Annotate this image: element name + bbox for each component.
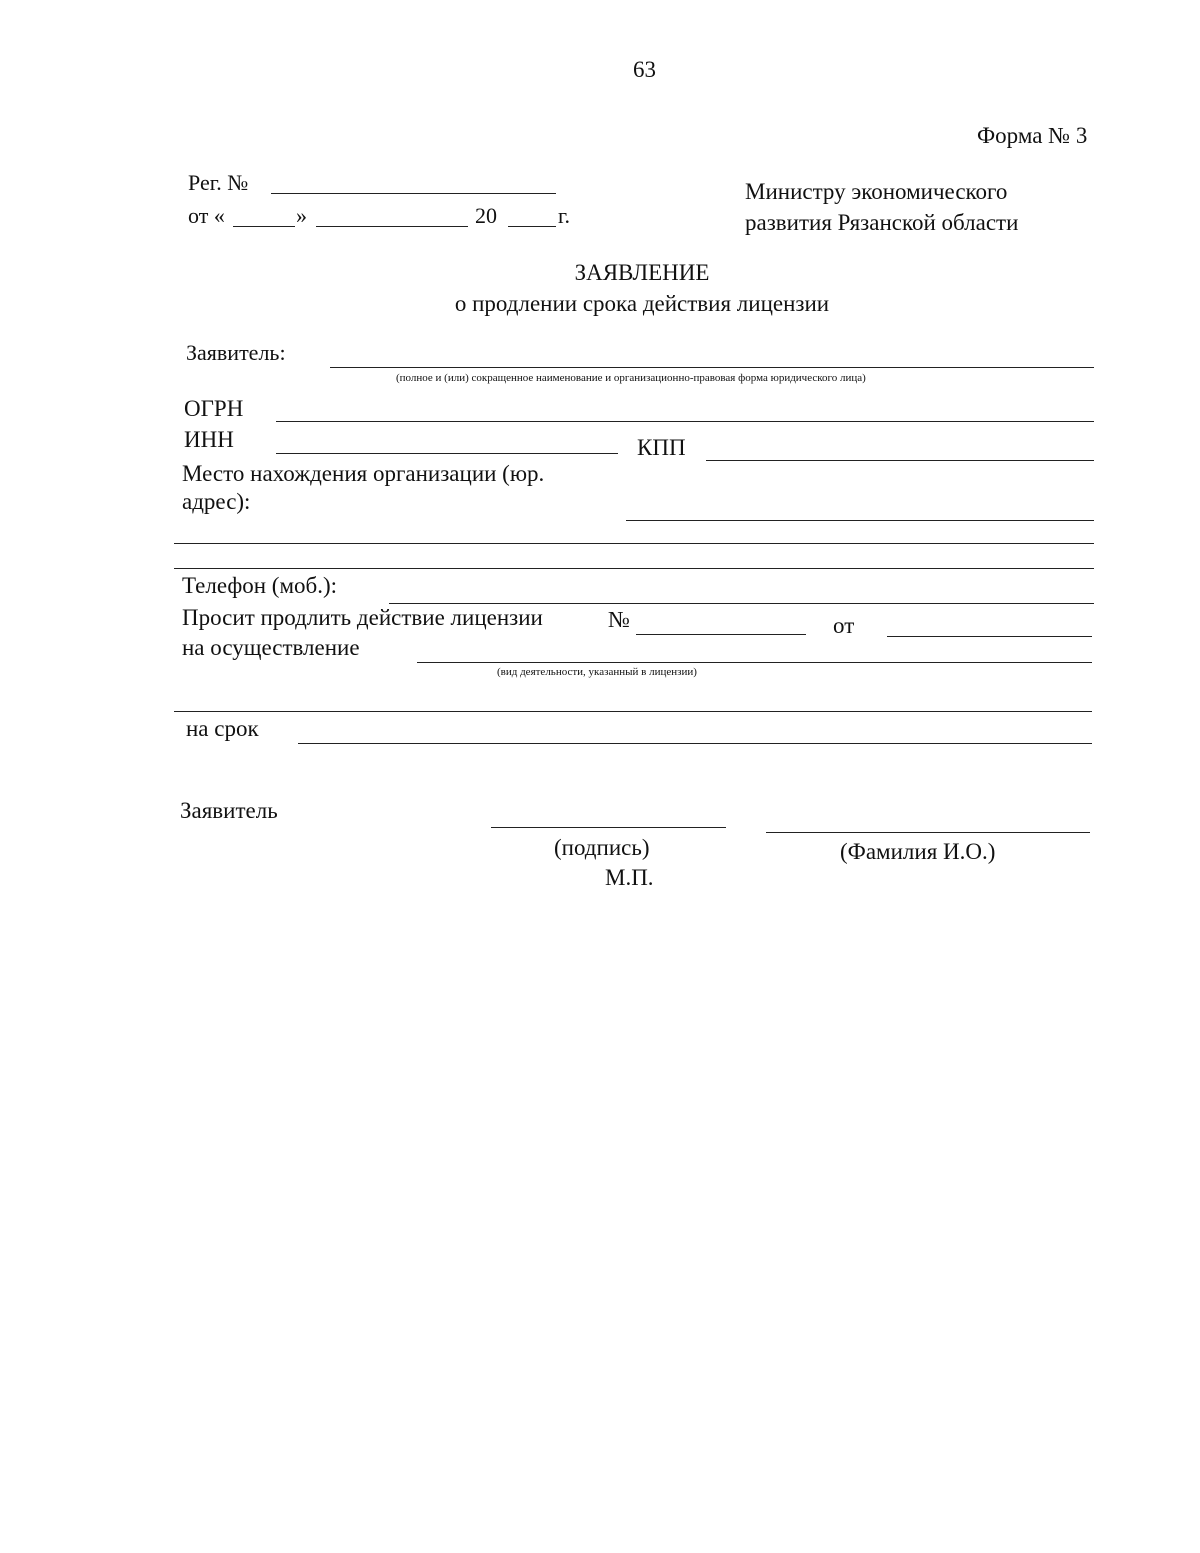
license-date-field[interactable] — [887, 636, 1092, 637]
full-name-caption: (Фамилия И.О.) — [840, 839, 996, 864]
reg-year-suffix: г. — [558, 203, 571, 228]
reg-year-field[interactable] — [508, 226, 556, 227]
ogrn-label: ОГРН — [184, 396, 244, 421]
kpp-label: КПП — [637, 435, 686, 460]
reg-no-label: Рег. № — [188, 170, 249, 195]
full-name-field[interactable] — [766, 832, 1090, 833]
reg-date-from-label: от « — [188, 203, 225, 228]
addressee-line-1: Министру экономического — [745, 179, 1008, 204]
signature-applicant-label: Заявитель — [180, 798, 278, 823]
document-title: ЗАЯВЛЕНИЕ — [574, 260, 710, 285]
reg-date-close-quote: » — [296, 203, 307, 228]
term-field[interactable] — [298, 743, 1092, 744]
reg-month-field[interactable] — [316, 226, 468, 227]
address-field-line-1[interactable] — [626, 520, 1094, 521]
address-label-line-1: Место нахождения организации (юр. — [182, 461, 545, 486]
addressee-line-2: развития Рязанской области — [745, 210, 1019, 235]
ogrn-field[interactable] — [276, 421, 1094, 422]
address-field-line-2[interactable] — [174, 543, 1094, 544]
form-label: Форма № 3 — [977, 123, 1088, 148]
activity-caption: (вид деятельности, указанный в лицензии) — [497, 666, 697, 678]
phone-field[interactable] — [389, 603, 1094, 604]
inn-label: ИНН — [184, 427, 234, 452]
address-field-line-3[interactable] — [174, 568, 1094, 569]
applicant-caption: (полное и (или) сокращенное наименование и организационно-правовая форма юридического лица) — [396, 372, 866, 384]
activity-label: на осуществление — [182, 635, 360, 660]
reg-day-field[interactable] — [233, 226, 295, 227]
signature-field[interactable] — [491, 827, 726, 828]
license-request-label: Просит продлить действие лицензии — [182, 605, 543, 630]
page-number: 63 — [633, 57, 656, 82]
applicant-name-field[interactable] — [330, 367, 1094, 368]
license-no-label: № — [608, 607, 630, 632]
stamp-label: М.П. — [605, 865, 654, 890]
activity-field[interactable] — [417, 662, 1092, 663]
signature-caption: (подпись) — [554, 835, 650, 860]
activity-field-line-2[interactable] — [174, 711, 1092, 712]
phone-label: Телефон (моб.): — [182, 573, 338, 598]
document-subtitle: о продлении срока действия лицензии — [454, 291, 830, 316]
term-label: на срок — [186, 716, 259, 741]
address-label-line-2: адрес): — [182, 489, 251, 514]
reg-year-prefix: 20 — [475, 203, 497, 228]
applicant-label: Заявитель: — [186, 340, 286, 365]
license-from-label: от — [833, 613, 855, 638]
license-no-field[interactable] — [636, 634, 806, 635]
inn-field[interactable] — [276, 453, 618, 454]
kpp-field[interactable] — [706, 460, 1094, 461]
reg-no-field[interactable] — [271, 193, 556, 194]
